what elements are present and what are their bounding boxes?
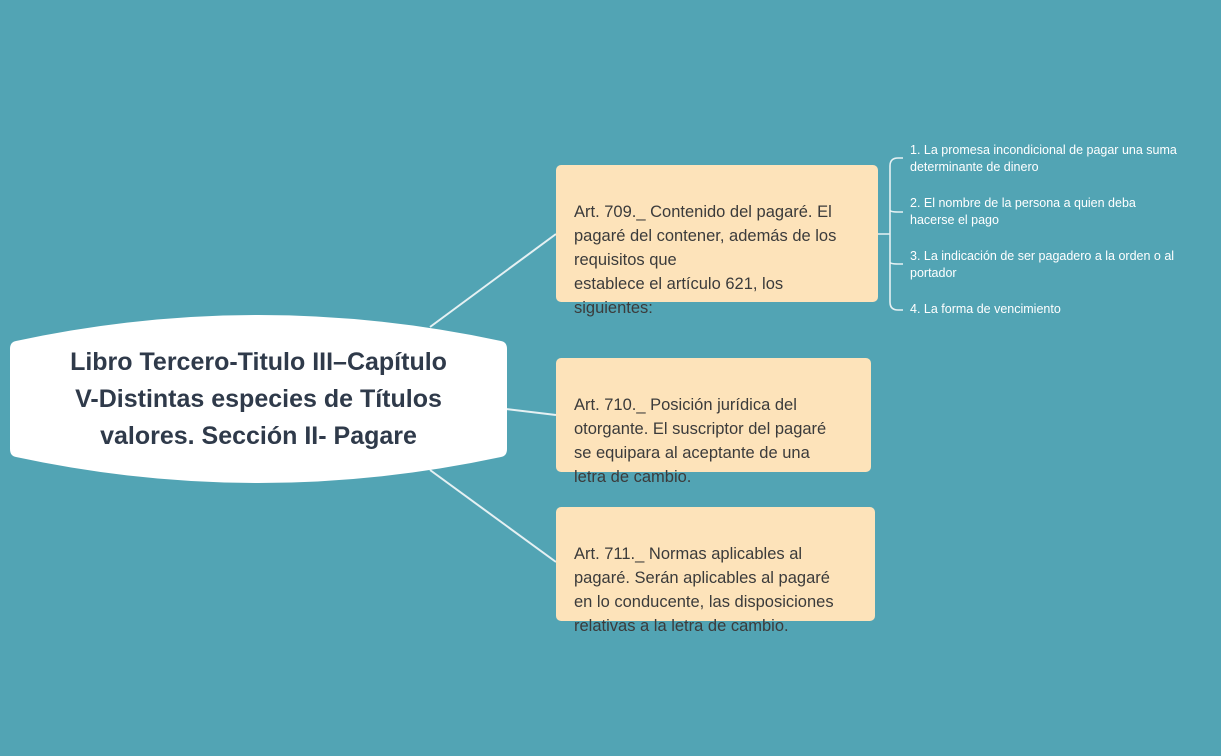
central-topic-label: Libro Tercero-Titulo III–Capítulo V-Distintas especies de Títulos valores. Sección II- Pagare bbox=[70, 347, 447, 450]
subtopic-bracket bbox=[878, 158, 903, 310]
central-topic[interactable] bbox=[10, 313, 507, 485]
topic-art-710-label: Art. 710._ Posición jurídica del otorgante. El suscriptor del pagaré se equipara al aceptante de una letra de cambio. bbox=[574, 396, 827, 486]
subtopic-vencimiento[interactable]: 4. La forma de vencimiento bbox=[910, 302, 1061, 316]
connector-710 bbox=[506, 409, 556, 415]
topic-art-711[interactable] bbox=[556, 507, 875, 635]
subtopic-indicacion[interactable]: 3. La indicación de ser pagadero a la orden o al portador bbox=[910, 249, 1175, 280]
subtopic-nombre[interactable]: 2. El nombre de la persona a quien deba hacerse el pago bbox=[910, 196, 1136, 227]
subtopic-promesa[interactable]: 1. La promesa incondicional de pagar una suma determinante de dinero bbox=[910, 143, 1177, 174]
topic-art-709[interactable] bbox=[556, 165, 878, 317]
topic-art-710[interactable] bbox=[556, 358, 871, 486]
topic-art-709-label: Art. 709._ Contenido del pagaré. El pagaré del contener, además de los requisitos que establece el artículo 621, los siguientes: bbox=[574, 203, 837, 317]
topic-art-711-label: Art. 711._ Normas aplicables al pagaré. Serán aplicables al pagaré en lo conducente, las disposiciones relativas a la letra de cambio. bbox=[574, 545, 834, 635]
